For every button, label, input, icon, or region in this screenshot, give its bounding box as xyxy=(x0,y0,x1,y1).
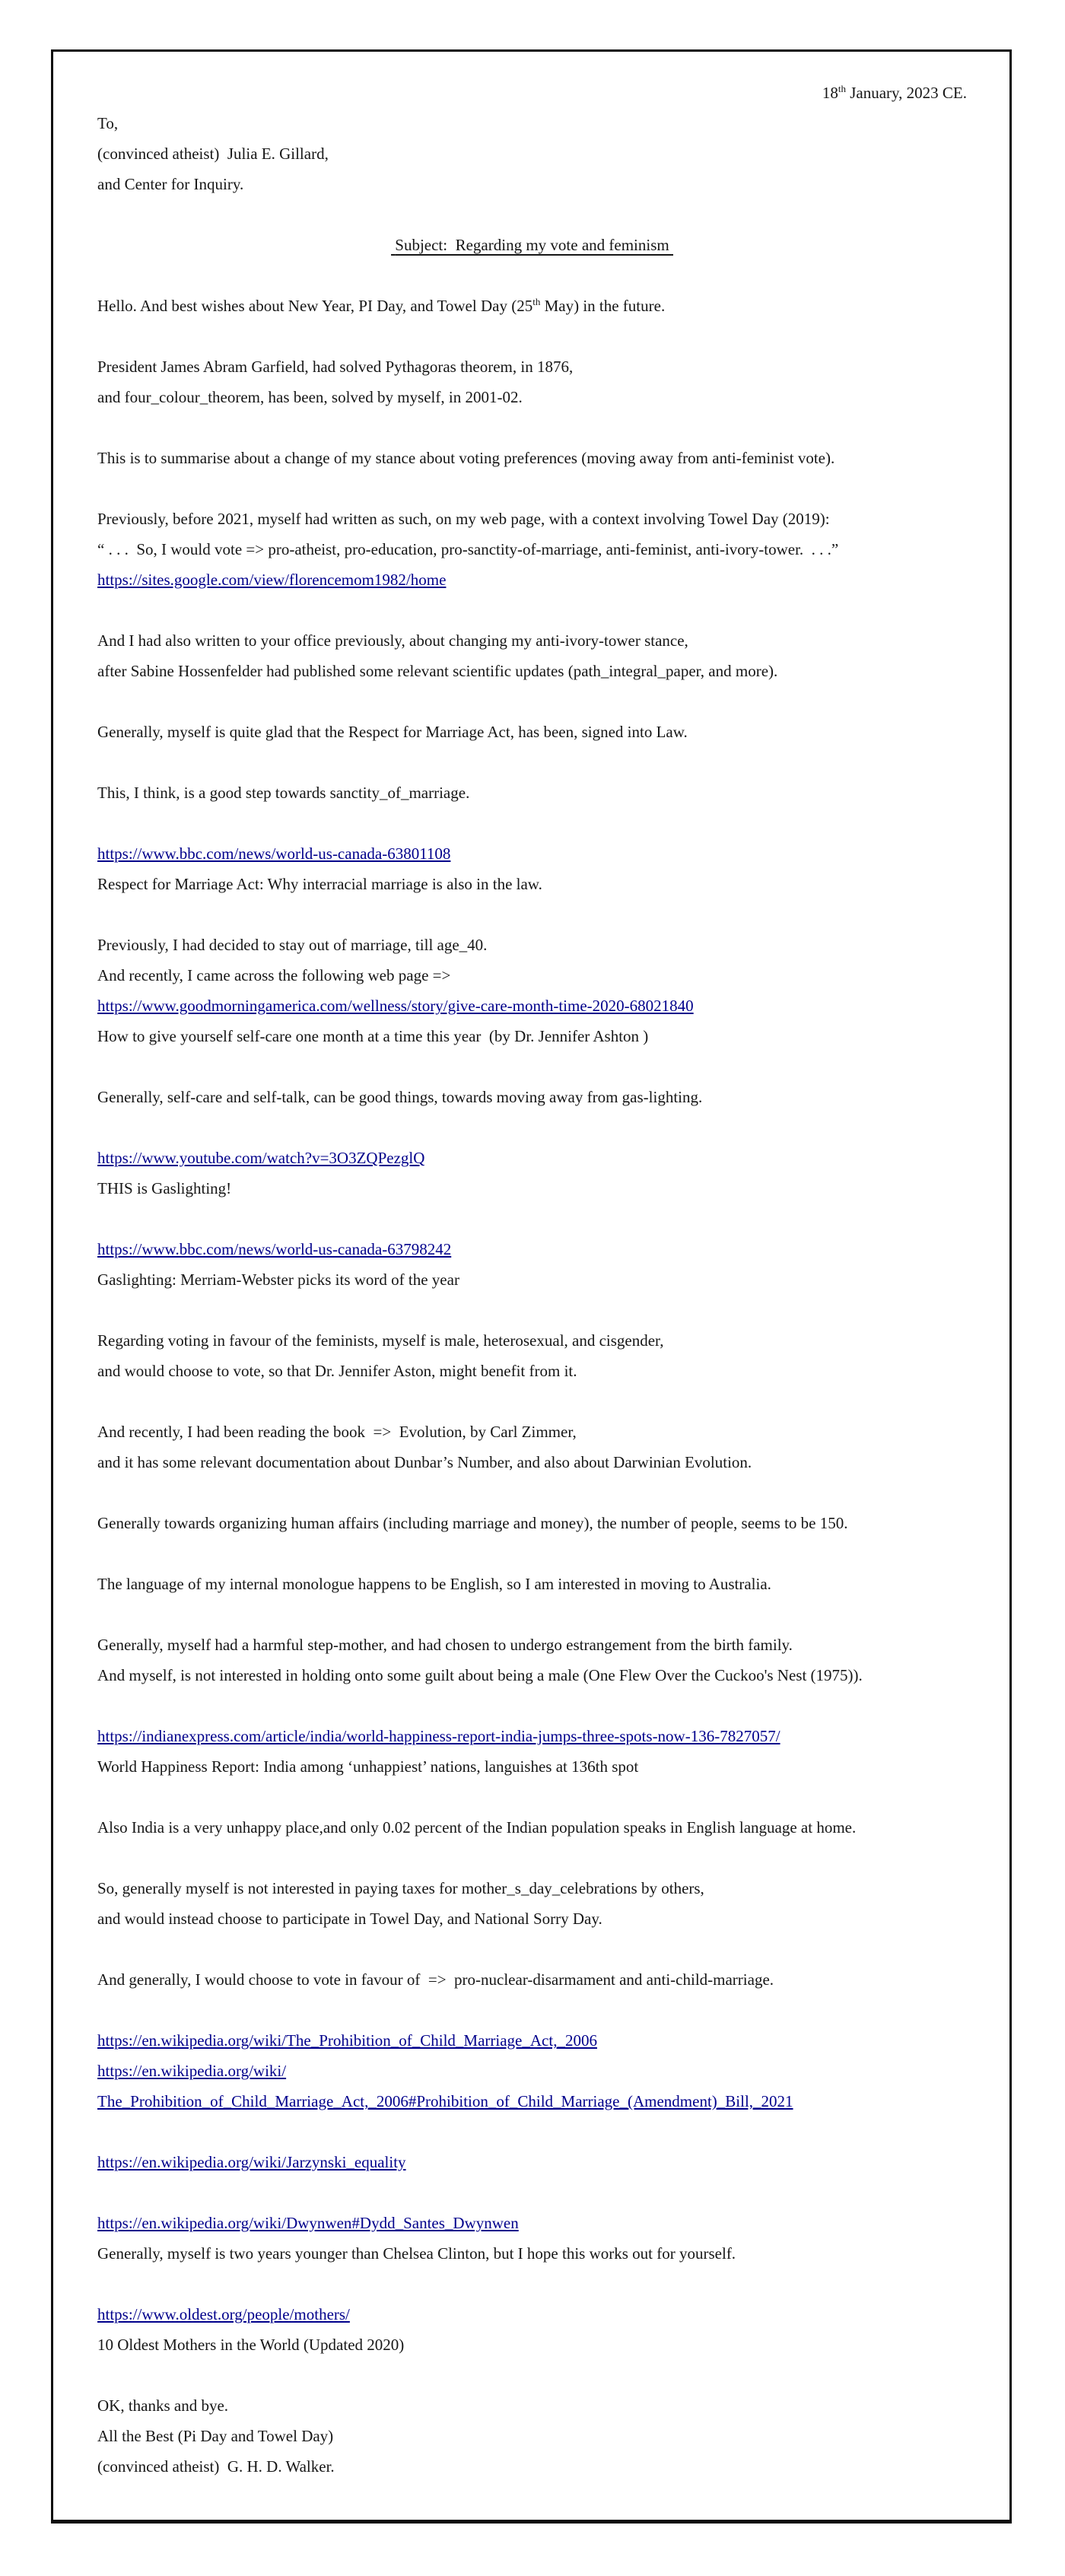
hyperlink[interactable]: https://en.wikipedia.org/wiki/Dwynwen#Dydd_Santes_Dwynwen xyxy=(97,2214,519,2232)
text-line: 10 Oldest Mothers in the World (Updated 2020) xyxy=(97,2336,405,2354)
text-line: Gaslighting: Merriam-Webster picks its word of the year xyxy=(97,1271,459,1289)
text-line xyxy=(97,291,967,321)
text-line: Regarding voting in favour of the feminists, myself is male, heterosexual, and cisgender, xyxy=(97,1331,664,1350)
text-line: and it has some relevant documentation about Dunbar’s Number, and also about Darwinian Evolution. xyxy=(97,1453,752,1471)
paragraph xyxy=(97,1234,967,1295)
text-line: OK, thanks and bye. xyxy=(97,2396,229,2415)
paragraph xyxy=(97,2208,967,2269)
date-ordinal-suffix: th xyxy=(838,83,846,94)
text-line: And generally, I would choose to vote in favour of => pro-nuclear-disarmament and anti-child-marriage. xyxy=(97,1970,774,1989)
recipient-block xyxy=(97,108,967,199)
hyperlink[interactable]: https://en.wikipedia.org/wiki/The_Prohibition_of_Child_Marriage_Act,_2006 xyxy=(97,2031,597,2050)
hyperlink[interactable]: https://en.wikipedia.org/wiki/ xyxy=(97,2062,287,2080)
text-line: President James Abram Garfield, had solved Pythagoras theorem, in 1876, xyxy=(97,358,574,376)
paragraph xyxy=(97,1325,967,1386)
hyperlink[interactable]: https://www.oldest.org/people/mothers/ xyxy=(97,2305,350,2323)
paragraph xyxy=(97,717,967,747)
link-line xyxy=(97,838,967,869)
hyperlink[interactable]: https://www.goodmorningamerica.com/wellness/story/give-care-month-time-2020-68021840 xyxy=(97,997,694,1015)
paragraph xyxy=(97,1630,967,1690)
text-line: Previously, before 2021, myself had written as such, on my web page, with a context involving Towel Day (2019): xyxy=(97,510,830,528)
text-line: This is to summarise about a change of my stance about voting preferences (moving away from anti-feminist vote). xyxy=(97,449,835,467)
recipient-line: (convinced atheist) Julia E. Gillard, xyxy=(97,145,329,163)
link-line xyxy=(97,2086,967,2116)
link-line xyxy=(97,2147,967,2177)
paragraph xyxy=(97,1082,967,1112)
date-line xyxy=(97,78,967,108)
link-line xyxy=(97,2299,967,2330)
text-line: “ . . . So, I would vote => pro-atheist, pro-education, pro-sanctity-of-marriage, anti-feminist, anti-ivory-tower. . . .” xyxy=(97,540,839,558)
date-day: 18 xyxy=(822,84,838,102)
hyperlink[interactable]: https://indianexpress.com/article/india/world-happiness-report-india-jumps-three-spots-now-136-7827057/ xyxy=(97,1727,780,1745)
text-line: Generally, myself is quite glad that the Respect for Marriage Act, has been, signed into Law. xyxy=(97,723,688,741)
paragraph xyxy=(97,930,967,1051)
hyperlink[interactable]: https://en.wikipedia.org/wiki/Jarzynski_equality xyxy=(97,2153,406,2171)
paragraph xyxy=(97,1508,967,1538)
text-line: All the Best (Pi Day and Towel Day) xyxy=(97,2427,334,2445)
text-line: The language of my internal monologue happens to be English, so I am interested in moving to Australia. xyxy=(97,1575,771,1593)
link-line xyxy=(97,564,967,595)
link-line xyxy=(97,2208,967,2238)
paragraph xyxy=(97,625,967,686)
hyperlink[interactable]: https://sites.google.com/view/florencemom1982/home xyxy=(97,571,447,589)
hyperlink[interactable]: https://www.bbc.com/news/world-us-canada-63798242 xyxy=(97,1240,452,1258)
text-line: (convinced atheist) G. H. D. Walker. xyxy=(97,2457,335,2476)
paragraph xyxy=(97,778,967,808)
text-line: Also India is a very unhappy place,and only 0.02 percent of the Indian population speaks in English language at home. xyxy=(97,1818,857,1837)
date-block xyxy=(97,78,967,108)
text-line: Generally towards organizing human affairs (including marriage and money), the number of people, seems to be 150. xyxy=(97,1514,848,1532)
hyperlink[interactable]: https://www.bbc.com/news/world-us-canada-63801108 xyxy=(97,844,451,863)
text-line: Respect for Marriage Act: Why interracial marriage is also in the law. xyxy=(97,875,542,893)
subject-block xyxy=(97,230,967,260)
text-segment: May) in the future. xyxy=(540,297,666,315)
subject-text: Subject: Regarding my vote and feminism xyxy=(391,236,673,254)
letter-page xyxy=(51,49,1012,2524)
link-line xyxy=(97,1234,967,1264)
text-line: This, I think, is a good step towards sanctity_of_marriage. xyxy=(97,784,470,802)
text-line: THIS is Gaslighting! xyxy=(97,1179,232,1197)
paragraph xyxy=(97,2390,967,2482)
paragraph xyxy=(97,2025,967,2116)
paragraph xyxy=(97,351,967,412)
letter-body xyxy=(97,291,967,2482)
text-line: And myself, is not interested in holding onto some guilt about being a male (One Flew Over the Cuckoo's Nest (1975)). xyxy=(97,1666,863,1684)
text-line: World Happiness Report: India among ‘unhappiest’ nations, languishes at 136th spot xyxy=(97,1757,639,1776)
text-line: after Sabine Hossenfelder had published some relevant scientific updates (path_integral_paper, and more). xyxy=(97,662,778,680)
text-line: And recently, I came across the following web page => xyxy=(97,966,451,984)
superscript-text: th xyxy=(532,296,541,307)
paragraph xyxy=(97,1569,967,1599)
paragraph xyxy=(97,1721,967,1782)
paragraph xyxy=(97,2299,967,2360)
link-line xyxy=(97,2025,967,2056)
text-line: Generally, myself is two years younger than Chelsea Clinton, but I hope this works out for yourself. xyxy=(97,2244,736,2263)
paragraph xyxy=(97,291,967,321)
paragraph xyxy=(97,1143,967,1204)
text-line: And I had also written to your office previously, about changing my anti-ivory-tower stance, xyxy=(97,631,688,650)
recipient-line: and Center for Inquiry. xyxy=(97,175,244,193)
link-line xyxy=(97,1143,967,1173)
text-line: And recently, I had been reading the book => Evolution, by Carl Zimmer, xyxy=(97,1423,577,1441)
text-line: and would instead choose to participate in Towel Day, and National Sorry Day. xyxy=(97,1910,602,1928)
paragraph xyxy=(97,1417,967,1477)
link-line xyxy=(97,1721,967,1751)
paragraph xyxy=(97,1873,967,1934)
text-line: How to give yourself self-care one month at a time this year (by Dr. Jennifer Ashton ) xyxy=(97,1027,649,1045)
paragraph xyxy=(97,1964,967,1995)
recipient-line: To, xyxy=(97,114,119,132)
date-rest: January, 2023 CE. xyxy=(845,84,967,102)
paragraph xyxy=(97,1812,967,1843)
hyperlink[interactable]: https://www.youtube.com/watch?v=3O3ZQPezglQ xyxy=(97,1149,425,1167)
hyperlink[interactable]: The_Prohibition_of_Child_Marriage_Act,_2006#Prohibition_of_Child_Marriage_(Amendment)_Bill,_2021 xyxy=(97,2092,793,2110)
text-line: Previously, I had decided to stay out of marriage, till age_40. xyxy=(97,936,488,954)
paragraph xyxy=(97,443,967,473)
text-line: and four_colour_theorem, has been, solved by myself, in 2001-02. xyxy=(97,388,523,406)
text-line: So, generally myself is not interested in paying taxes for mother_s_day_celebrations by others, xyxy=(97,1879,704,1897)
text-line: and would choose to vote, so that Dr. Jennifer Aston, might benefit from it. xyxy=(97,1362,577,1380)
text-line: Generally, myself had a harmful step-mother, and had chosen to undergo estrangement from the birth family. xyxy=(97,1636,793,1654)
paragraph xyxy=(97,504,967,595)
paragraph xyxy=(97,838,967,899)
text-line: Generally, self-care and self-talk, can be good things, towards moving away from gas-lighting. xyxy=(97,1088,703,1106)
text-segment: Hello. And best wishes about New Year, PI Day, and Towel Day (25 xyxy=(97,297,533,315)
subject-line xyxy=(97,230,967,260)
link-line xyxy=(97,2056,967,2086)
paragraph xyxy=(97,2147,967,2177)
link-line xyxy=(97,991,967,1021)
